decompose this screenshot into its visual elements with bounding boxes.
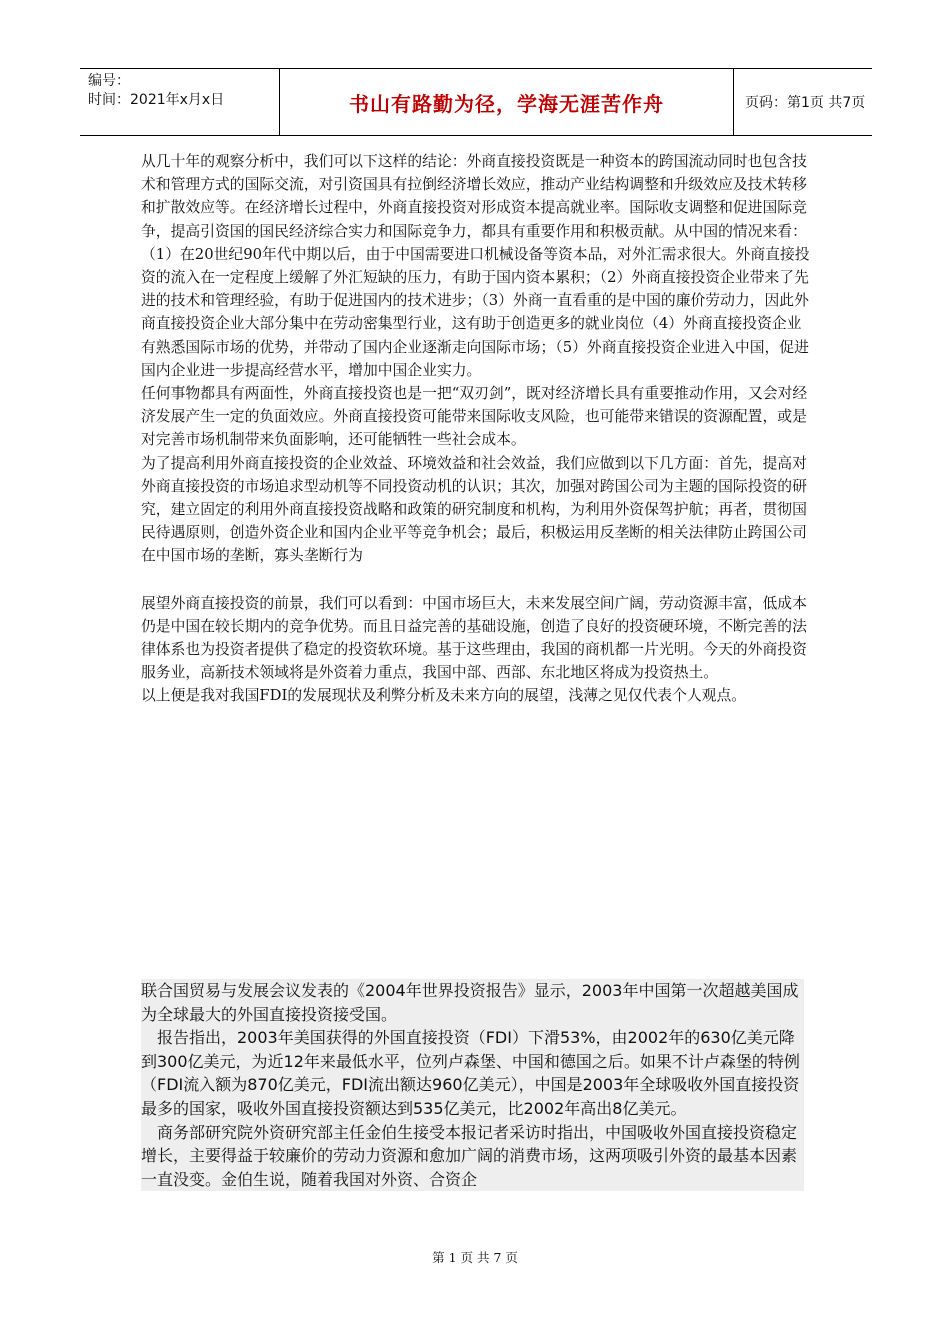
highlighted-excerpt xyxy=(141,979,804,1191)
header-meta xyxy=(80,69,280,135)
header-page-label: 页码：第1页 共7页 xyxy=(745,95,866,111)
paragraph: 从几十年的观察分析中，我们可以下这样的结论：外商直接投资既是一种资本的跨国流动同时也包含技术和管理方式的国际交流，对引资国具有拉倒经济增长效应，推动产业结构调整和升级效应及技术转移和扩散效应等。在经济增长过程中，外商直接投资对形成资本提高就业率。国际收支调整和促进国际竞争，提高引资国的国民经济综合实力和国际竞争力，都具有重要作用和积极贡献。从中国的情况来看：（1）在20世纪90年代中期以后，由于中国需要进口机械设备等资本品，对外汇需求很大。外商直接投资的流入在一定程度上缓解了外汇短缺的压力，有助于国内资本累积；（2）外商直接投资企业带来了先进的技术和管理经验，有助于促进国内的技术进步；（3）外商一直看重的是中国的廉价劳动力，因此外商直接投资企业大部分集中在劳动密集型行业，这有助于创造更多的就业岗位（4）外商直接投资企业有熟悉国际市场的优势，并带动了国内企业逐渐走向国际市场；（5）外商直接投资企业进入中国，促进国内企业进一步提高经营水平，增加中国企业实力。 xyxy=(141,153,810,379)
page-header xyxy=(80,68,872,136)
paragraph: 任何事物都具有两面性，外商直接投资也是一把“双刃剑”，既对经济增长具有重要推动作用，又会对经济发展产生一定的负面效应。外商直接投资可能带来国际收支风险，也可能带来错误的资源配置，或是对完善市场机制带来负面影响，还可能牺牲一些社会成本。 xyxy=(141,385,808,449)
time-label: 时间：2021年x月x日 xyxy=(88,92,225,108)
paragraph-gap xyxy=(141,568,813,592)
header-motto: 书山有路勤为径，学海无涯苦作舟 xyxy=(280,69,734,135)
paragraph: 为了提高利用外商直接投资的企业效益、环境效益和社会效益，我们应做到以下几方面：首先，提高对外商直接投资的市场追求型动机等不同投资动机的认识；其次，加强对跨国公司为主题的国际投资的研究，建立固定的利用外商直接投资战略和政策的研究制度和机构，为利用外资保驾护航；再者，贯彻国民待遇原则，创造外资企业和国内企业平等竞争机会；最后，积极运用反垄断的相关法律防止跨国公司在中国市场的垄断，寡头垄断行为 xyxy=(141,454,807,565)
paragraph: 以上便是我对我国FDI的发展现状及利弊分析及未来方向的展望，浅薄之见仅代表个人观点。 xyxy=(141,687,747,705)
excerpt-paragraph: 报告指出，2003年美国获得的外国直接投资（FDI）下滑53%，由2002年的630亿美元降到300亿美元，为近12年来最低水平，位列卢森堡、中国和德国之后。如果不计卢森堡的特例（FDI流入额为870亿美元，FDI流出额达960亿美元），中国是2003年全球吸收外国直接投资最多的国家，吸收外国直接投资额达到535亿美元，比2002年高出8亿美元。 xyxy=(141,1028,800,1118)
excerpt-paragraph: 商务部研究院外资研究部主任金伯生接受本报记者采访时指出，中国吸收外国直接投资稳定增长，主要得益于较廉价的劳动力资源和愈加广阔的消费市场，这两项吸引外资的最基本因素一直没变。金伯生说，随着我国对外资、合资企 xyxy=(141,1122,798,1189)
number-label: 编号： xyxy=(88,73,130,89)
page-footer: 第 1 页 共 7 页 xyxy=(432,1250,518,1265)
paragraph: 展望外商直接投资的前景，我们可以看到：中国市场巨大，未来发展空间广阔，劳动资源丰富，低成本仍是中国在较长期内的竞争优势。而且日益完善的基础设施，创造了良好的投资硬环境，不断完善的法律体系也为投资者提供了稳定的投资软环境。基于这些理由，我国的商机都一片光明。今天的外商投资服务业，高新技术领域将是外资着力重点，我国中部、西部、东北地区将成为投资热土。 xyxy=(141,594,807,682)
document-body xyxy=(141,150,813,708)
excerpt-paragraph: 联合国贸易与发展会议发表的《2004年世界投资报告》显示，2003年中国第一次超越美国成为全球最大的外国直接投资接受国。 xyxy=(141,981,799,1024)
